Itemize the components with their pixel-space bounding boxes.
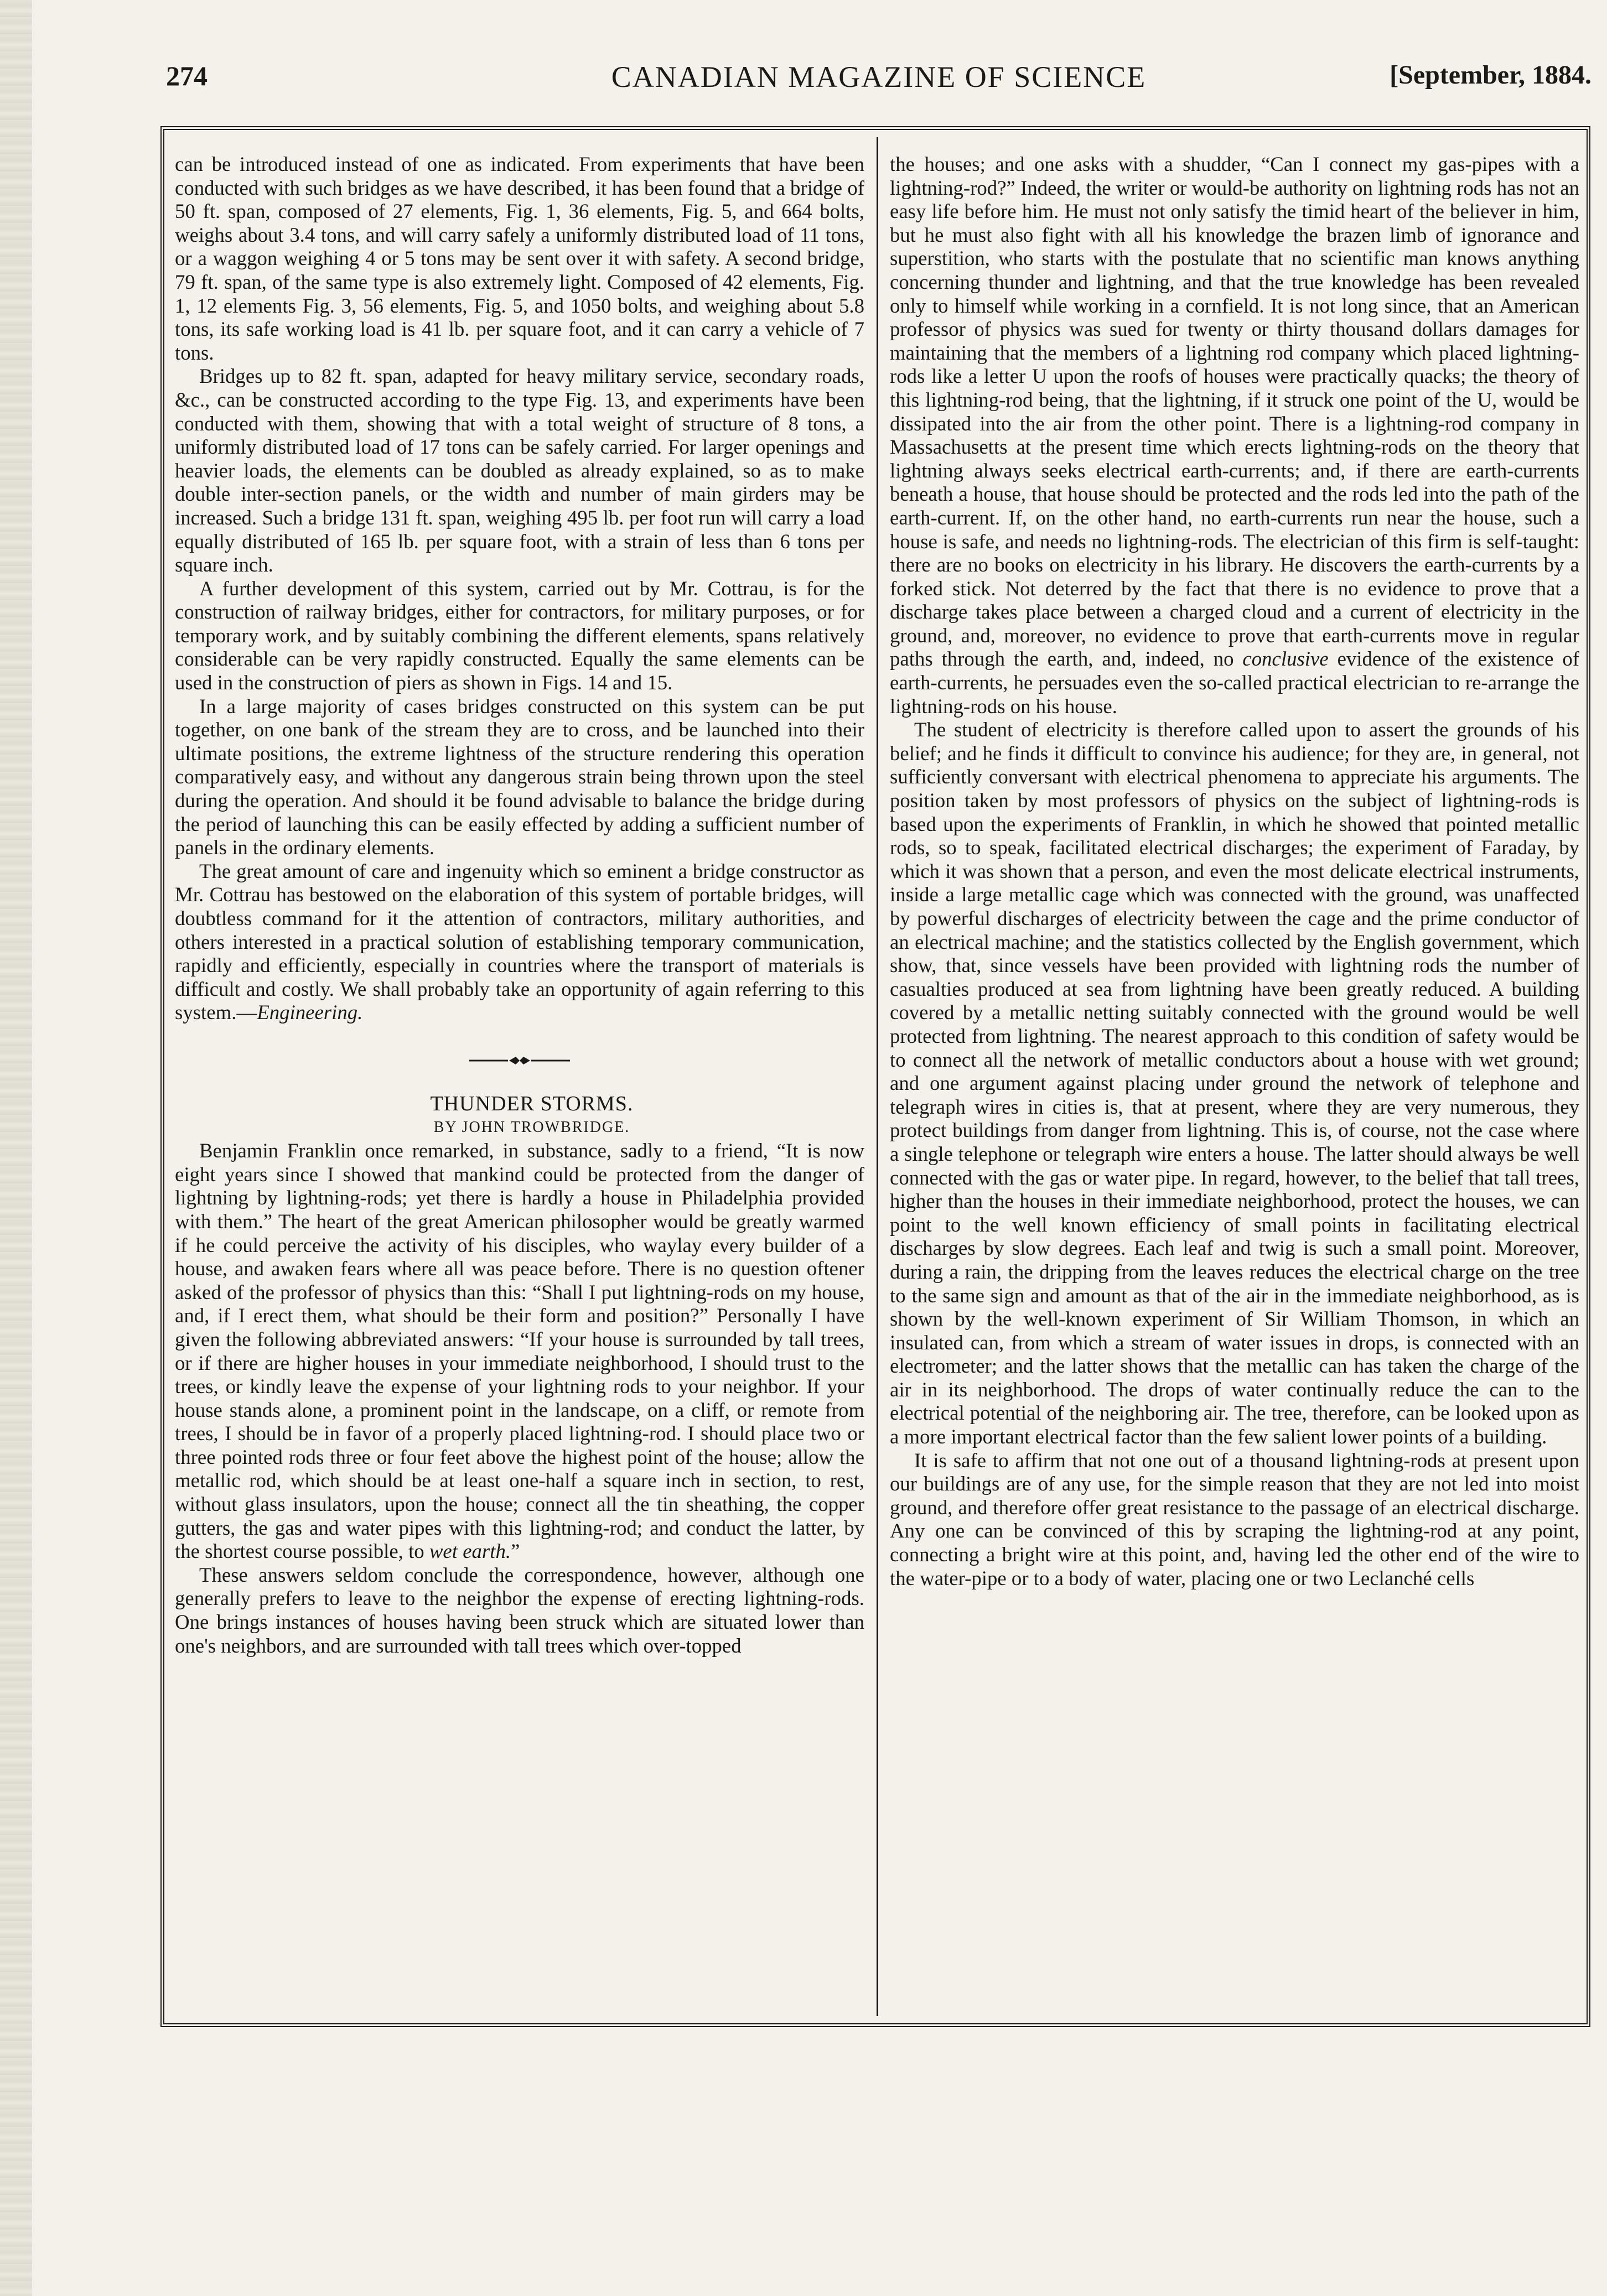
closing-quote: ” [511,1540,520,1563]
issue-date: [September, 1884. [1390,60,1592,90]
paragraph: It is safe to affirm that not one out of a thousand lightning-rods at present upon our buildings are of any use, for the simple reason that they are not led into moist ground, and therefore offer great resistance to the passage of an electrical discharge. Any one can be convinced of this by scraping the lightning-rod at any point, connecting a bright wire at this point, and, having led the other end of the wire to the water-pipe or to a body of water, placing one or two Leclanché cells [890,1448,1579,1589]
emphasis-text: wet earth. [429,1540,511,1563]
paragraph: These answers seldom conclude the correspondence, however, although one generally prefers to leave to the neighbor the expense of erecting lightning-rods. One brings instances of houses having been struck which are situated lower than one's neighbors, and are surrounded with tall trees which over-topped [175,1563,864,1657]
paragraph: The student of electricity is therefore called upon to assert the grounds of his belief; and he finds it difficult to convince his audience; for they are, in general, not sufficiently conversant with electrical phenomena to appreciate his arguments. The position taken by most professors of physics on the subject of lightning-rods is based upon the experiments of Franklin, in which he showed that pointed metallic rods, so to speak, facilitated electrical discharges; the experiment of Faraday, by which it was shown that a person, and even the most delicate electrical instruments, inside a large metallic cage which was connected with the ground, was unaffected by powerful discharges of electricity between the cage and the prime conductor of an electrical machine; and the statistics collected by the English government, which show, that, since vessels have been provided with lightning rods the number of casualties produced at sea from lightning have been greatly reduced. A building covered by a metallic netting suitably connected with the ground would be well protected from lightning. The nearest approach to this condition of safety would be to connect all the network of metallic conductors about a house with wet ground; and one argument against placing under ground the network of telephone and telegraph wires in cities is, that at present, where they are very numerous, they protect buildings from danger from lightning. This is, of course, not the case where a single telephone or telegraph wire enters a house. The latter should always be well connected with the gas or water pipe. In regard, however, to the belief that tall trees, higher than the houses in their immediate neighborhood, protect the houses, we can point to the well known efficiency of small points in facilitating electrical discharges by slow degrees. Each leaf and twig is such a small point. Moreover, during a rain, the dripping from the leaves reduces the electrical charge on the tree to the same sign and amount as that of the air in the immediate neighborhood, as is shown by the well-known experiment of Sir William Thomson, in which an insulated can, from which a stream of water issues in drops, is connected with an electrometer; and the latter shows that the metallic can has taken the charge of the air in its neighborhood. The drops of water continually reduce the can to the electrical potential of the neighboring air. The tree, therefore, can be looked upon as a more important electrical factor than the few salient lower points of a building. [890,718,1579,1448]
paragraph-text: The great amount of care and ingenuity which so eminent a bridge constructor as Mr. Cottrau has bestowed on the elaboration of this system of portable bridges, will doubtless command for it the attention of contractors, military authorities, and others interested in a practical solution of establishing temporary communication, rapidly and efficiently, especially in countries where the transport of materials is difficult and costly. We shall probably take an opportunity of again referring to this system.— [175,859,864,1024]
paragraph-text: Benjamin Franklin once remarked, in substance, sadly to a friend, “It is now eight years since I showed that mankind could be protected from the danger of lightning by lightning-rods; yet there is hardly a house in Philadelphia provided with them.” The heart of the great American philosopher would be greatly warmed if he could perceive the activity of his disciples, who waylay every builder of a house, and awaken fears where all was peace before. There is no question oftener asked of the professor of physics than this: “Shall I put lightning-rods on my house, and, if I erect them, what should be their form and position?” Personally I have given the following abbreviated answers: “If your house is surrounded by tall trees, or if there are higher houses in your immediate neighborhood, I should trust to the trees, or kindly leave the expense of your lightning rods to your neighbor. If your house stands alone, a prominent point in the landscape, on a cliff, or remote from trees, I should be in favor of a properly placed lightning-rod. I should place two or three pointed rods three or four feet above the highest point of the house; allow the metallic rod, which should be at least one-half a square inch in section, to rest, without glass insulators, upon the house; connect all the tin sheathing, the copper gutters, the gas and water pipes with this lightning-rod; and conduct the latter, by the shortest course possible, to [175,1139,864,1563]
paragraph: A further development of this system, carried out by Mr. Cottrau, is for the construction of railway bridges, either for contractors, for military purposes, or for temporary work, and by suitably combining the different elements, spans relatively considerable can be very rapidly constructed. Equally the same elements can be used in the construction of piers as shown in Figs. 14 and 15. [175,576,864,694]
paragraph: Bridges up to 82 ft. span, adapted for heavy military service, secondary roads, &c., can be constructed according to the type Fig. 13, and experiments have been conducted with them, showing that with a total weight of structure of 8 tons, a uniformly distributed load of 17 tons can be safely carried. For larger openings and heavier loads, the elements can be doubled as already explained, so as to make double inter-section panels, or the width and number of main girders may be increased. Such a bridge 131 ft. span, weighing 495 lb. per foot run will carry a load equally distributed of 165 lb. per square foot, with a strain of less than 6 tons per square inch. [175,365,864,576]
emphasis-text: conclusive [1242,647,1329,671]
paragraph [890,153,1579,718]
paragraph: In a large majority of cases bridges constructed on this system can be put together, on one bank of the stream they are to cross, and be launched into their ultimate positions, the extreme lightness of the structure rendering this operation comparatively easy, and without any dangerous strain being thrown upon the steel during the operation. And should it be found advisable to balance the bridge during the period of launching this can be easily effected by adding a sufficient number of panels in the ordinary elements. [175,694,864,859]
scan-edge [0,0,32,2296]
paragraph: can be introduced instead of one as indicated. From experiments that have been conducted with such bridges as we have described, it has been found that a bridge of 50 ft. span, composed of 27 elements, Fig. 1, 36 elements, Fig. 5, and 664 bolts, weighs about 3.4 tons, and will carry safely a uniformly distributed load of 11 tons, or a waggon weighing 4 or 5 tons may be sent over it with safety. A second bridge, 79 ft. span, of the same type is also extremely light. Composed of 42 elements, Fig. 1, 12 elements Fig. 3, 56 elements, Fig. 5, and 1050 bolts, and weighing about 5.8 tons, its safe working load is 41 lb. per square foot, and it can carry a vehicle of 7 tons. [175,153,864,364]
section-divider-ornament [467,1053,572,1068]
column-rule [877,137,878,2016]
journal-title: CANADIAN MAGAZINE OF SCIENCE [611,60,1147,93]
paragraph-text: the houses; and one asks with a shudder, “Can I connect my gas-pipes with a lightning-rod?” Indeed, the writer or would-be authority on lightning rods has not an easy life before him. He must not only satisfy the timid heart of the believer in him, but he must also fight with all his knowledge the brazen limb of ignorance and superstition, who starts with the postulate that no scientific man knows anything concerning thunder and lightning, and that the true knowledge has been revealed only to himself while working in a cornfield. It is not long since, that an American professor of physics was sued for twenty or thirty thousand dollars damages for maintaining that the members of a lightning rod company which placed lightning-rods like a letter U upon the roofs of houses were practically quacks; the theory of this lightning-rod being, that the lightning, if it struck one point of the U, would be dissipated into the air from the other point. There is a lightning-rod company in Massachusetts at the present time which erects lightning-rods on the theory that lightning always seeks electrical earth-currents; and, if there are earth-currents beneath a house, that house should be protected and the rods led into the path of the earth-current. If, on the other hand, no earth-currents run near the house, such a house is safe, and needs no lightning-rods. The electrician of this firm is self-taught: there are no books on electricity in his library. He discovers the earth-currents by a forked stick. Not deterred by the fact that there is no evidence to prove that a discharge takes place between a charged cloud and a current of electricity in the ground, and, moreover, no evidence to prove that earth-currents move in regular paths through the earth, and, indeed, no [890,153,1579,671]
paragraph [175,860,864,1025]
paragraph-text: evidence of the existence of earth-currents, he persuades even the so-called practical electrician to re-arrange the lightning-rods on his house. [890,647,1579,718]
page-header [166,60,1592,104]
paragraph [175,1139,864,1563]
left-column [175,153,864,2004]
page-number: 274 [166,60,208,91]
source-credit: Engineering. [257,1001,363,1024]
article-byline: BY JOHN TROWBRIDGE. [433,1118,630,1136]
right-column [890,153,1579,2004]
article-title: THUNDER STORMS. [430,1092,634,1115]
